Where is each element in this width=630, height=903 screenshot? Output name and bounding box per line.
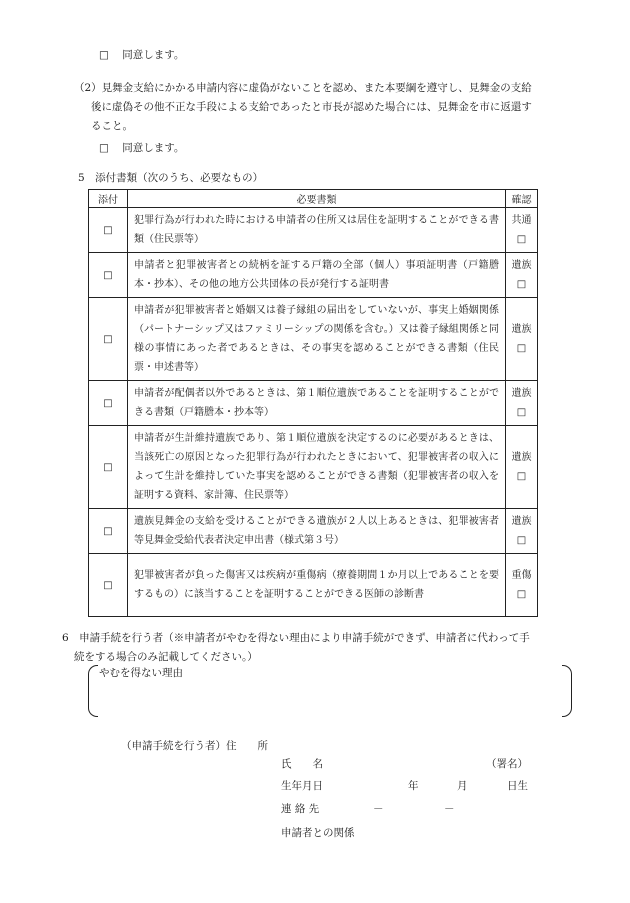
dob-month: 月 (457, 780, 468, 792)
table-row (89, 253, 538, 298)
table-row (89, 208, 538, 253)
consent-1 (99, 47, 184, 64)
attach-checkbox[interactable]: □ (89, 208, 128, 253)
relation-label: 申請者との関係 (281, 827, 355, 839)
checkbox[interactable]: □ (99, 49, 109, 61)
header-confirm: 確認 (506, 190, 538, 208)
attachments-table (88, 189, 538, 617)
right-bracket (562, 665, 572, 717)
table-row (89, 298, 538, 381)
attach-checkbox[interactable]: □ (89, 381, 128, 426)
checkbox[interactable]: □ (99, 142, 109, 154)
left-bracket (88, 665, 98, 717)
item-2-line-1: （2）見舞金支給にかかる申請内容に虚偽がないことを認め、また本要綱を遵守し、見舞金の支給 (74, 82, 532, 94)
document-description: 申請者が犯罪被害者と婚姻又は養子縁組の届出をしていないが、事実上婚姻関係（パートナーシップ又はファミリーシップの関係を含む。）又は養子縁組関係と同様の事情にあった者であるときは、その事実を認めることができる書類（住民票・申述書等） (128, 298, 506, 381)
confirm-cell (506, 426, 538, 509)
confirm-checkbox[interactable]: □ (516, 407, 527, 418)
applicant-address-label: （申請手続を行う者）住 所 (121, 740, 268, 752)
attach-checkbox[interactable]: □ (89, 426, 128, 509)
table-row (89, 554, 538, 617)
signature-label: （署名） (486, 758, 528, 770)
dob-label: 生年月日 (281, 780, 323, 792)
confirm-checkbox[interactable]: □ (516, 279, 527, 290)
confirm-cell (506, 381, 538, 426)
section-6-line-1: 6 申請手続を行う者（※申請者がやむを得ない理由により申請手続ができず、申請者に代わって手 (62, 632, 530, 644)
section-5-heading: 5 添付書類（次のうち、必要なもの） (78, 172, 264, 184)
item-2-line-2: 後に虚偽その他不正な手段による支給であったと市長が認めた場合には、見舞金を市に返還す (91, 101, 532, 113)
attach-checkbox[interactable]: □ (89, 298, 128, 381)
table-row (89, 509, 538, 554)
item-2-line-3: ること。 (91, 120, 133, 132)
reason-label: やむを得ない理由 (99, 667, 183, 679)
dob-day: 日生 (507, 780, 528, 792)
applicant-type: 遺族 (511, 388, 532, 399)
confirm-checkbox[interactable]: □ (516, 535, 527, 546)
applicant-type: 重傷 (511, 570, 532, 581)
confirm-cell (506, 509, 538, 554)
consent-2-label: 同意します。 (122, 142, 185, 154)
document-description: 申請者が配偶者以外であるときは、第１順位遺族であることを証明することができる書類（戸籍謄本・抄本等） (128, 381, 506, 426)
document-description: 犯罪行為が行われた時における申請者の住所又は居住を証明することができる書類（住民票等） (128, 208, 506, 253)
attach-checkbox[interactable]: □ (89, 509, 128, 554)
contact-dash-2: － (444, 803, 455, 815)
document-description: 遺族見舞金の支給を受けることができる遺族が２人以上あるときは、犯罪被害者等見舞金受給代表者決定申出書（様式第３号） (128, 509, 506, 554)
header-docs: 必要書類 (128, 190, 506, 208)
document-description: 申請者と犯罪被害者との続柄を証する戸籍の全部（個人）事項証明書（戸籍謄本・抄本）、その他の地方公共団体の長が発行する証明書 (128, 253, 506, 298)
attach-checkbox[interactable]: □ (89, 253, 128, 298)
header-attach: 添付 (89, 190, 128, 208)
reason-field[interactable] (88, 665, 572, 715)
dob-year: 年 (408, 780, 419, 792)
table-row (89, 381, 538, 426)
applicant-type: 遺族 (511, 324, 532, 335)
name-label: 氏 名 (281, 758, 323, 770)
confirm-cell (506, 253, 538, 298)
table-row (89, 426, 538, 509)
table-header-row (89, 190, 538, 208)
applicant-type: 共通 (511, 215, 532, 226)
confirm-checkbox[interactable]: □ (516, 589, 527, 600)
contact-label: 連 絡 先 (281, 803, 320, 815)
confirm-cell (506, 208, 538, 253)
item-2-paragraph (74, 79, 594, 136)
confirm-checkbox[interactable]: □ (516, 471, 527, 482)
consent-1-label: 同意します。 (122, 49, 185, 61)
applicant-type: 遺族 (511, 516, 532, 527)
confirm-cell (506, 298, 538, 381)
applicant-type: 遺族 (511, 260, 532, 271)
consent-2 (99, 140, 184, 157)
confirm-cell (506, 554, 538, 617)
confirm-checkbox[interactable]: □ (516, 343, 527, 354)
confirm-checkbox[interactable]: □ (516, 234, 527, 245)
document-description: 犯罪被害者が負った傷害又は疾病が重傷病（療養期間１か月以上であることを要するもの）に該当することを証明することができる医師の診断書 (128, 554, 506, 617)
contact-dash-1: － (373, 803, 384, 815)
section-6-line-2: 続をする場合のみ記載してください。） (74, 651, 258, 663)
applicant-type: 遺族 (511, 452, 532, 463)
attach-checkbox[interactable]: □ (89, 554, 128, 617)
document-description: 申請者が生計維持遺族であり、第１順位遺族を決定するのに必要があるときは、当該死亡の原因となった犯罪行為が行われたときにおいて、犯罪被害者の収入によって生計を維持していた事実を認めることができる書類（犯罪被害者の収入を証明する資料、家計簿、住民票等） (128, 426, 506, 509)
section-6-heading (62, 629, 602, 667)
